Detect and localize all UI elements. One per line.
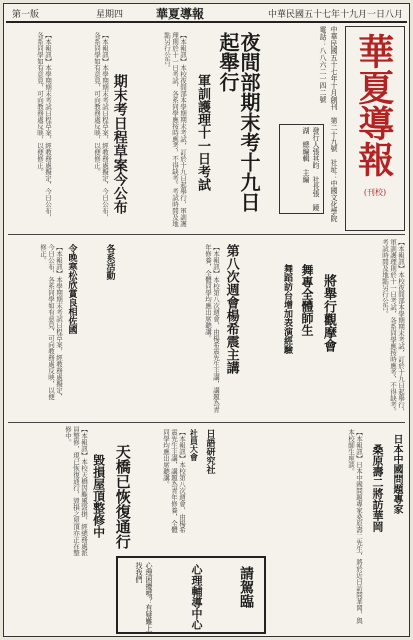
lead-headline: 夜間部期末考十九日起舉行 xyxy=(216,32,261,212)
counseling-ad xyxy=(116,556,266,634)
japan-headline: 日本中國問題專家 xyxy=(391,434,402,514)
masthead-title: 華夏導報 xyxy=(352,33,395,177)
staff-box: 發行人張其昀 社長張 鏡 湖 總編輯 主編 xyxy=(279,124,324,214)
bridge-body: 【本報訊】本校天橋因颱風毀損，經總務處派員整修，現已恢復通行，毀損之屋頂亦正在整修中。 xyxy=(64,426,88,556)
activity-headline: 各系活動 xyxy=(104,244,115,280)
dance-headline: 將舉行觀摩會 xyxy=(321,274,336,352)
japan-subhead: 桑原壽二將訪華岡 xyxy=(371,444,384,532)
dance-body: 【本報訊】本校夜間部本學期期末考試，訂於十九日起舉行，軍訓護理則於十一日考試，各系同學應按時應考，不得缺考。考試時間及地點另行公告。 xyxy=(381,239,405,415)
meet-headline: 日語研究社 xyxy=(204,429,215,474)
lead-body: 【本報訊】本校夜間部本學期期末考試，訂於十九日起舉行，軍訓護理則於十一日考試，各系同學應按時應考，不得缺考。考試時間及地點另行公告。 xyxy=(163,32,187,227)
people-body: 【本報訊】本學期期末考試日程草案，經教務處擬定，今日公布，各系同學如有意見，可向教務處反映，以便修正。 xyxy=(39,244,63,400)
ad-line-3: 心理困擾嗎？有疑難上找我們 xyxy=(135,562,153,632)
masthead-info: 中華民國五十七年十月創刊 第二十九號 社址：中國文化學院 電話：八八六二一四二號 xyxy=(319,26,338,229)
newspaper-page xyxy=(3,3,410,637)
header-date: 中華民國五十七年十九月一日八月 xyxy=(267,10,403,20)
page-header-strip xyxy=(6,5,407,23)
exam-body: 【本報訊】本學期期末考試日程草案，經教務處擬定，今日公布，各系同學如有意見，可向教務處反映，以便修正。 xyxy=(93,32,109,221)
ad-line-1: 請駕臨 xyxy=(238,566,254,608)
lead-subhead: 軍訓護理十一日考試 xyxy=(195,74,210,191)
section-divider-2 xyxy=(8,422,405,423)
bridge-headline: 天橋已恢復通行 xyxy=(113,444,132,549)
dance-subhead: 舞專全體師生 xyxy=(300,264,314,336)
masthead-subtitle: (刊校) xyxy=(363,188,387,197)
bridge-subhead: 毀損屋頂整修中 xyxy=(91,454,106,538)
header-issue: 星期四 xyxy=(96,10,124,20)
japan-body: 【本報訊】日本中國問題專家桑原壽二先生，將於近日訪問華岡，與本校師生座談。 xyxy=(347,429,363,624)
section-divider xyxy=(8,234,405,235)
week-headline: 第八次週會楊希震主講 xyxy=(223,244,239,374)
meet-sub: 社員大會 xyxy=(189,429,200,461)
exam-headline: 期末考日程草案今公布 xyxy=(111,74,128,214)
ad-line-2: 心理輔導中心 xyxy=(190,564,203,630)
exam-body-cont: 【本報訊】本學期期末考試日程草案，經教務處擬定，今日公布，各系同學如有意見，可向教務處反映，以便修正。 xyxy=(36,32,52,221)
people-headline: 令晚寒松欣賞良相佐國 xyxy=(66,244,77,334)
header-page-number: 第一版 xyxy=(12,10,40,20)
meet-body: 【本報訊】本校第八次週會，由楊希震先生主講，講題為青年修養，全體同學均應出席聽講。 xyxy=(162,429,186,533)
dance-caption: 舞蹈訪台增加表演經驗 xyxy=(282,264,292,354)
week-body: 【本報訊】本校第八次週會，由楊希震先生主講，講題為青年修養，全體同學均應出席聽講。 xyxy=(204,244,220,413)
masthead xyxy=(345,26,405,231)
header-paper-name: 華夏導報 xyxy=(156,7,205,21)
